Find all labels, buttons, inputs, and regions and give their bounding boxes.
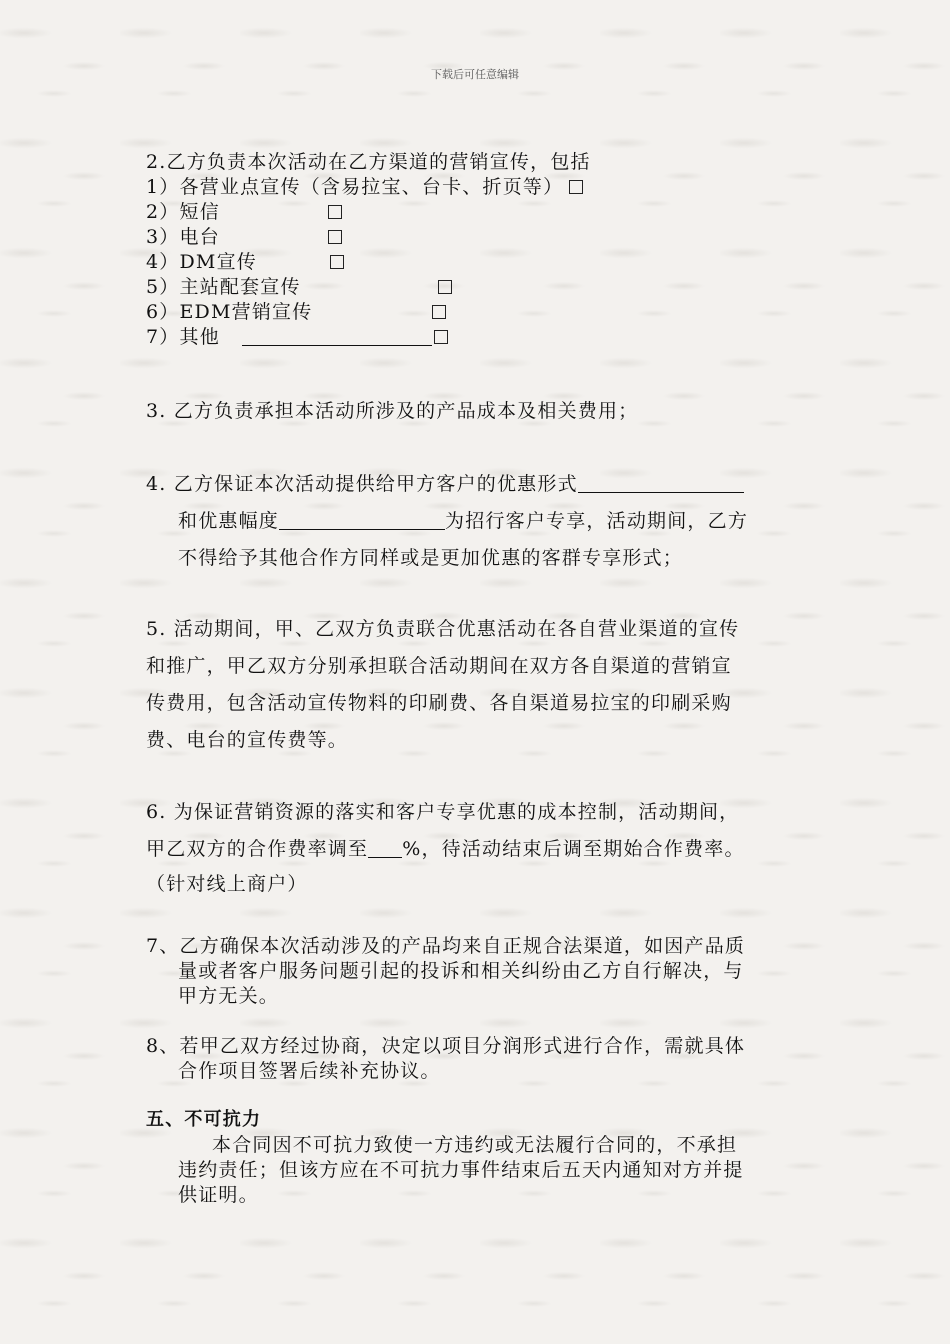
checklist-item-7 — [146, 325, 448, 349]
checklist-item-2 — [146, 200, 342, 224]
clause8-line1: 8、若甲乙双方经过协商，决定以项目分润形式进行合作，需就具体 — [146, 1035, 746, 1057]
checklist-item-6 — [146, 300, 446, 324]
page-header-note: 下载后可任意编辑 — [431, 68, 519, 81]
checkbox[interactable] — [434, 330, 448, 344]
clause7-line3: 甲方无关。 — [178, 985, 280, 1007]
fee-rate-blank[interactable] — [368, 837, 402, 858]
checkbox[interactable] — [432, 305, 446, 319]
clause2-title: 2.乙方负责本次活动在乙方渠道的营销宣传，包括 — [146, 151, 591, 173]
discount-range-blank[interactable] — [279, 509, 445, 530]
clause6-text: %，待活动结束后调至期始合作费率。 — [402, 838, 745, 860]
clause5-line3: 传费用，包含活动宣传物料的印刷费、各自渠道易拉宝的印刷采购 — [146, 692, 732, 714]
checklist-item-4 — [146, 250, 344, 274]
clause6-line1: 6. 为保证营销资源的落实和客户专享优惠的成本控制，活动期间， — [146, 801, 740, 823]
clause4-line1 — [146, 472, 744, 496]
checklist-item-label: 3）电台 — [146, 226, 220, 248]
clause7-line1: 7、乙方确保本次活动涉及的产品均来自正规合法渠道，如因产品质 — [146, 935, 746, 957]
clause6-line2 — [146, 837, 745, 861]
checkbox[interactable] — [438, 280, 452, 294]
clause3: 3. 乙方负责承担本活动所涉及的产品成本及相关费用； — [146, 400, 639, 422]
clause4-text: 4. 乙方保证本次活动提供给甲方客户的优惠形式 — [146, 473, 578, 495]
clause4-text: 为招行客户专享，活动期间，乙方 — [445, 510, 749, 532]
checklist-item-label: 6）EDM营销宣传 — [146, 301, 313, 323]
section5-line3: 供证明。 — [178, 1184, 259, 1206]
section5-line2: 违约责任；但该方应在不可抗力事件结束后五天内通知对方并提 — [178, 1159, 744, 1181]
section-heading-force-majeure: 五、不可抗力 — [146, 1109, 262, 1130]
other-blank-field[interactable] — [242, 325, 432, 346]
clause7-line2: 量或者客户服务问题引起的投诉和相关纠纷由乙方自行解决，与 — [178, 960, 744, 982]
clause4-text: 和优惠幅度 — [178, 510, 280, 532]
discount-form-blank[interactable] — [578, 472, 744, 493]
clause5-line2: 和推广，甲乙双方分别承担联合活动期间在双方各自渠道的营销宣 — [146, 655, 732, 677]
checklist-item-label: 7）其他 — [146, 326, 220, 348]
checkbox[interactable] — [328, 230, 342, 244]
clause6-line3: （针对线上商户） — [146, 873, 308, 895]
clause5-line4: 费、电台的宣传费等。 — [146, 729, 349, 751]
checklist-item-3 — [146, 225, 342, 249]
checklist-item-5 — [146, 275, 452, 299]
checkbox[interactable] — [569, 180, 583, 194]
checklist-item-label: 5）主站配套宣传 — [146, 276, 301, 298]
clause8-line2: 合作项目签署后续补充协议。 — [178, 1060, 441, 1082]
clause5-line1: 5. 活动期间，甲、乙双方负责联合优惠活动在各自营业渠道的宣传 — [146, 618, 740, 640]
checklist-item-label: 2）短信 — [146, 201, 220, 223]
clause4-line3: 不得给予其他合作方同样或是更加优惠的客群专享形式； — [178, 547, 684, 569]
checkbox[interactable] — [330, 255, 344, 269]
clause4-line2 — [178, 509, 748, 533]
checklist-item-label: 1）各营业点宣传（含易拉宝、台卡、折页等） — [146, 176, 564, 198]
clause6-text: 甲乙双方的合作费率调至 — [146, 838, 369, 860]
section5-line1: 本合同因不可抗力致使一方违约或无法履行合同的，不承担 — [212, 1134, 738, 1156]
checklist-item-label: 4）DM宣传 — [146, 251, 257, 273]
checkbox[interactable] — [328, 205, 342, 219]
checklist-item-1 — [146, 175, 583, 199]
